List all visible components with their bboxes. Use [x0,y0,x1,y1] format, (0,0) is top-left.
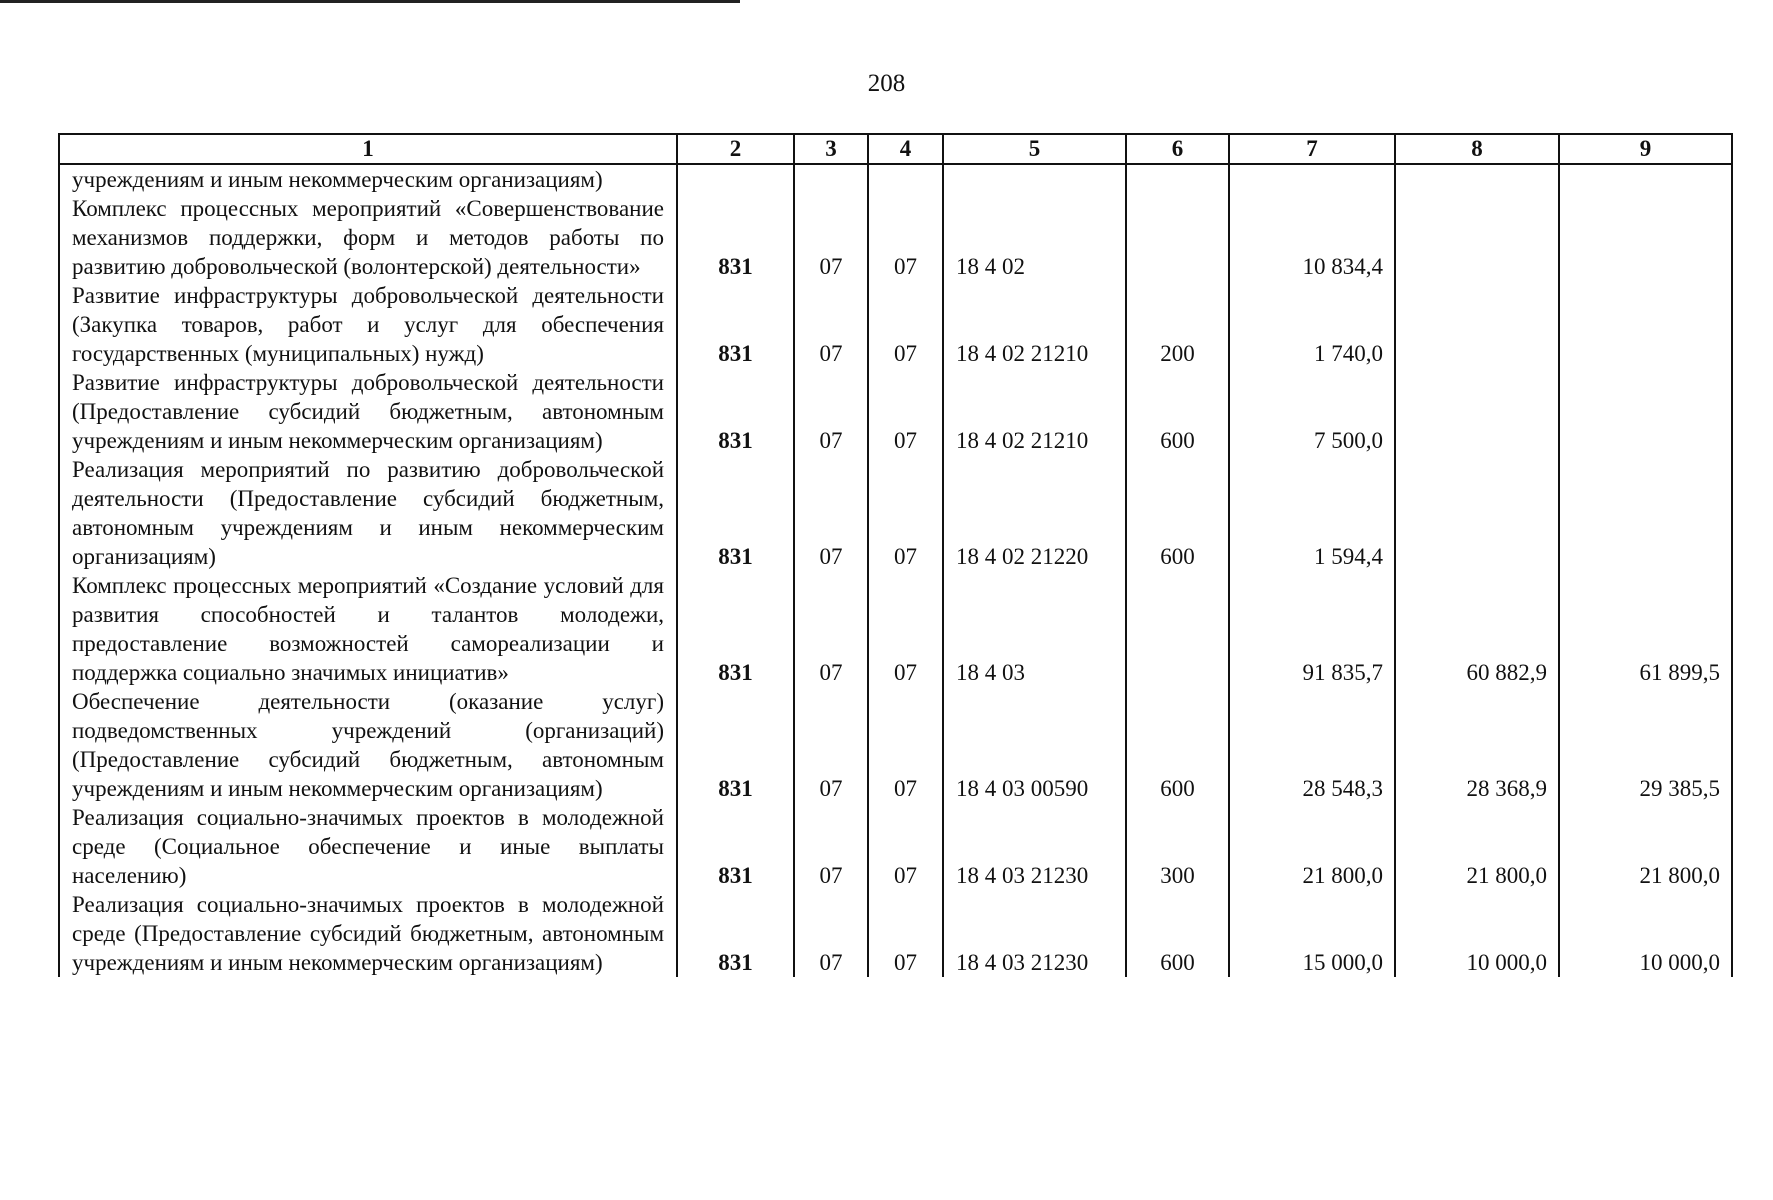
table-row [59,368,1732,455]
table-row [59,890,1732,977]
column-header: 5 [943,134,1126,164]
cell-target-article: 18 4 03 [943,571,1126,687]
cell-target-article: 18 4 02 21220 [943,455,1126,571]
cell-expense-type: 300 [1126,803,1229,890]
cell-target-article: 18 4 02 21210 [943,368,1126,455]
cell-section: 07 [794,890,868,977]
cell-amount-col8: 60 882,9 [1395,571,1559,687]
row-name: Реализация социально-значимых проектов в молодежной среде (Предоставление субсидий бюджетным, автономным учреждениям и иным некоммерческим организациям) [59,890,677,977]
cell-ministry-code: 831 [677,455,794,571]
cell-ministry-code: 831 [677,687,794,803]
cell-section: 07 [794,687,868,803]
cell-expense-type: 600 [1126,890,1229,977]
cell-subsection: 07 [868,281,943,368]
cell-amount-col9 [1559,368,1732,455]
column-header: 8 [1395,134,1559,164]
cell-target-article: 18 4 03 21230 [943,890,1126,977]
cell-section: 07 [794,281,868,368]
cell-target-article [943,164,1126,194]
cell-subsection: 07 [868,455,943,571]
cell-section: 07 [794,368,868,455]
column-header: 2 [677,134,794,164]
cell-section: 07 [794,194,868,281]
cell-amount-col8: 21 800,0 [1395,803,1559,890]
cell-subsection: 07 [868,194,943,281]
column-header: 7 [1229,134,1395,164]
cell-ministry-code: 831 [677,571,794,687]
cell-ministry-code: 831 [677,890,794,977]
cell-target-article: 18 4 02 21210 [943,281,1126,368]
column-header: 1 [59,134,677,164]
top-rule [0,0,740,3]
cell-expense-type: 600 [1126,455,1229,571]
table-row [59,281,1732,368]
cell-amount-col8 [1395,368,1559,455]
cell-amount-col7: 7 500,0 [1229,368,1395,455]
cell-amount-col7: 21 800,0 [1229,803,1395,890]
cell-amount-col7: 1 594,4 [1229,455,1395,571]
cell-amount-col7: 91 835,7 [1229,571,1395,687]
table-row [59,455,1732,571]
table-row [59,803,1732,890]
cell-target-article: 18 4 03 00590 [943,687,1126,803]
cell-subsection: 07 [868,803,943,890]
cell-ministry-code: 831 [677,194,794,281]
cell-target-article: 18 4 02 [943,194,1126,281]
row-name: Комплекс процессных мероприятий «Создание условий для развития способностей и талантов молодежи, предоставление возможностей самореализации и поддержка социально значимых инициатив» [59,571,677,687]
cell-amount-col9: 61 899,5 [1559,571,1732,687]
column-header: 9 [1559,134,1732,164]
cell-subsection [868,164,943,194]
cell-ministry-code: 831 [677,803,794,890]
table-row [59,687,1732,803]
cell-amount-col9: 21 800,0 [1559,803,1732,890]
cell-amount-col9 [1559,164,1732,194]
column-header: 4 [868,134,943,164]
cell-subsection: 07 [868,571,943,687]
row-name: Реализация социально-значимых проектов в молодежной среде (Социальное обеспечение и иные выплаты населению) [59,803,677,890]
cell-ministry-code: 831 [677,281,794,368]
cell-amount-col7: 28 548,3 [1229,687,1395,803]
cell-amount-col9 [1559,455,1732,571]
cell-amount-col7: 15 000,0 [1229,890,1395,977]
cell-amount-col9 [1559,194,1732,281]
column-header: 3 [794,134,868,164]
row-name: Комплекс процессных мероприятий «Совершенствование механизмов поддержки, форм и методов работы по развитию добровольческой (волонтерской) деятельности» [59,194,677,281]
cell-expense-type: 600 [1126,687,1229,803]
column-header: 6 [1126,134,1229,164]
cell-expense-type [1126,164,1229,194]
cell-expense-type: 200 [1126,281,1229,368]
cell-amount-col7: 10 834,4 [1229,194,1395,281]
page-number: 208 [867,70,906,97]
table-row [59,164,1732,194]
cell-section: 07 [794,803,868,890]
cell-section: 07 [794,571,868,687]
cell-subsection: 07 [868,368,943,455]
cell-amount-col9: 10 000,0 [1559,890,1732,977]
budget-table [58,133,1733,977]
cell-subsection: 07 [868,890,943,977]
row-name: Развитие инфраструктуры добровольческой деятельности (Предоставление субсидий бюджетным, автономным учреждениям и иным некоммерческим организациям) [59,368,677,455]
row-name: Обеспечение деятельности (оказание услуг) подведомственных учреждений (организаций) (Предоставление субсидий бюджетным, автономным учреждениям и иным некоммерческим организациям) [59,687,677,803]
cell-subsection: 07 [868,687,943,803]
table-header-row [59,134,1732,164]
row-name: учреждениям и иным некоммерческим организациям) [59,164,677,194]
cell-section [794,164,868,194]
table-row [59,194,1732,281]
row-name: Развитие инфраструктуры добровольческой деятельности (Закупка товаров, работ и услуг для обеспечения государственных (муниципальных) нужд) [59,281,677,368]
cell-amount-col8: 10 000,0 [1395,890,1559,977]
cell-amount-col9: 29 385,5 [1559,687,1732,803]
cell-amount-col7: 1 740,0 [1229,281,1395,368]
table-row [59,571,1732,687]
cell-section: 07 [794,455,868,571]
cell-amount-col8: 28 368,9 [1395,687,1559,803]
cell-amount-col8 [1395,194,1559,281]
cell-ministry-code [677,164,794,194]
cell-amount-col8 [1395,164,1559,194]
cell-expense-type [1126,571,1229,687]
cell-amount-col8 [1395,281,1559,368]
row-name: Реализация мероприятий по развитию добровольческой деятельности (Предоставление субсидий бюджетным, автономным учреждениям и иным некоммерческим организациям) [59,455,677,571]
cell-target-article: 18 4 03 21230 [943,803,1126,890]
cell-amount-col9 [1559,281,1732,368]
cell-expense-type: 600 [1126,368,1229,455]
cell-amount-col7 [1229,164,1395,194]
cell-ministry-code: 831 [677,368,794,455]
cell-expense-type [1126,194,1229,281]
cell-amount-col8 [1395,455,1559,571]
